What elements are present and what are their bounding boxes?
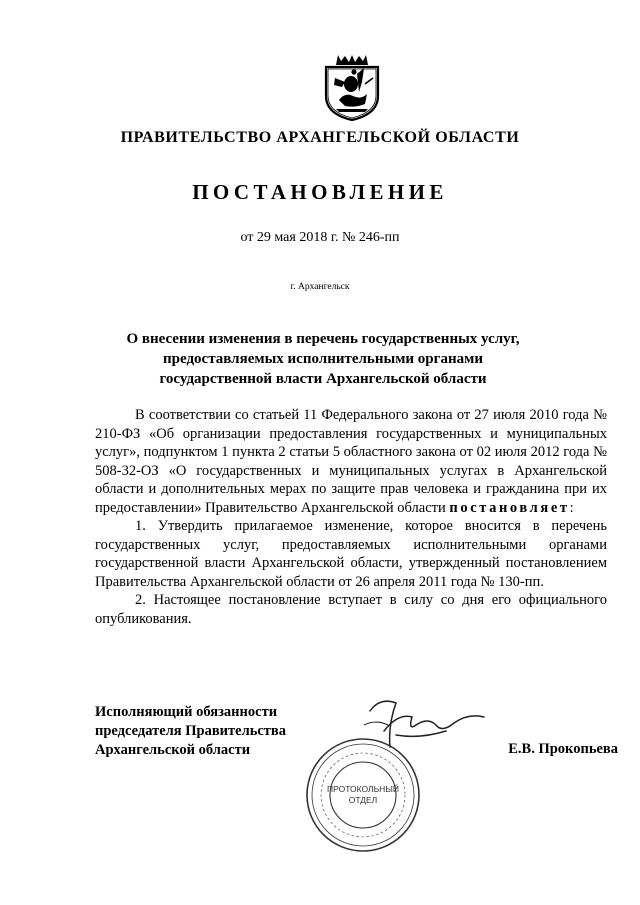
body-paragraph: 1. Утвердить прилагаемое изменение, которое вносится в перечень государственных услуг, предоставляемых исполнительными органами государственной власти Архангельской области, утвержденный постановлением Правительства Архангельской области от 26 апреля 2011 года № 130-пп. (95, 518, 607, 590)
signatory-name: Е.В. Прокопьева (508, 741, 618, 757)
date-and-number: от 29 мая 2018 г. № 246-пп (240, 230, 400, 245)
resolution-verb: постановляет (449, 499, 570, 516)
body-text: : (569, 499, 574, 516)
subject-line: государственной власти Архангельской области (159, 371, 487, 387)
signatory-position (95, 703, 355, 760)
body-text: В соответствии со статьей 11 Федерального закона от 27 июля 2010 года № 210-ФЗ «Об организации предоставления государственных и муниципальных услуг», подпунктом 1 пункта 2 статьи 5 областного закона от 02 июля 2012 года № 508-32-ОЗ «О государственных и муниципальных услугах в Архангельской области и дополнительных мерах по защите прав человека и гражданина при их предоставлении» Правительство Архангельской области (95, 407, 607, 516)
body-paragraph: 2. Настоящее постановление вступает в силу со дня его официального опубликования. (95, 592, 607, 627)
seal-text: ОТДЕЛ (348, 795, 378, 805)
document-subject (110, 329, 536, 389)
body-paragraph (95, 406, 607, 517)
document-body (95, 406, 607, 628)
organization-title: ПРАВИТЕЛЬСТВО АРХАНГЕЛЬСКОЙ ОБЛАСТИ (120, 129, 520, 146)
position-line: Архангельской области (95, 742, 251, 758)
seal-text: ПРОТОКОЛЬНЫЙ (327, 784, 399, 794)
subject-line: О внесении изменения в перечень государственных услуг, (126, 331, 520, 347)
coat-of-arms-icon (321, 52, 383, 122)
document-type-title: ПОСТАНОВЛЕНИЕ (192, 180, 448, 204)
subject-line: предоставляемых исполнительными органами (163, 351, 483, 367)
position-line: Исполняющий обязанности (95, 704, 278, 720)
position-line: председателя Правительства (95, 723, 287, 739)
city-label: г. Архангельск (290, 282, 350, 292)
